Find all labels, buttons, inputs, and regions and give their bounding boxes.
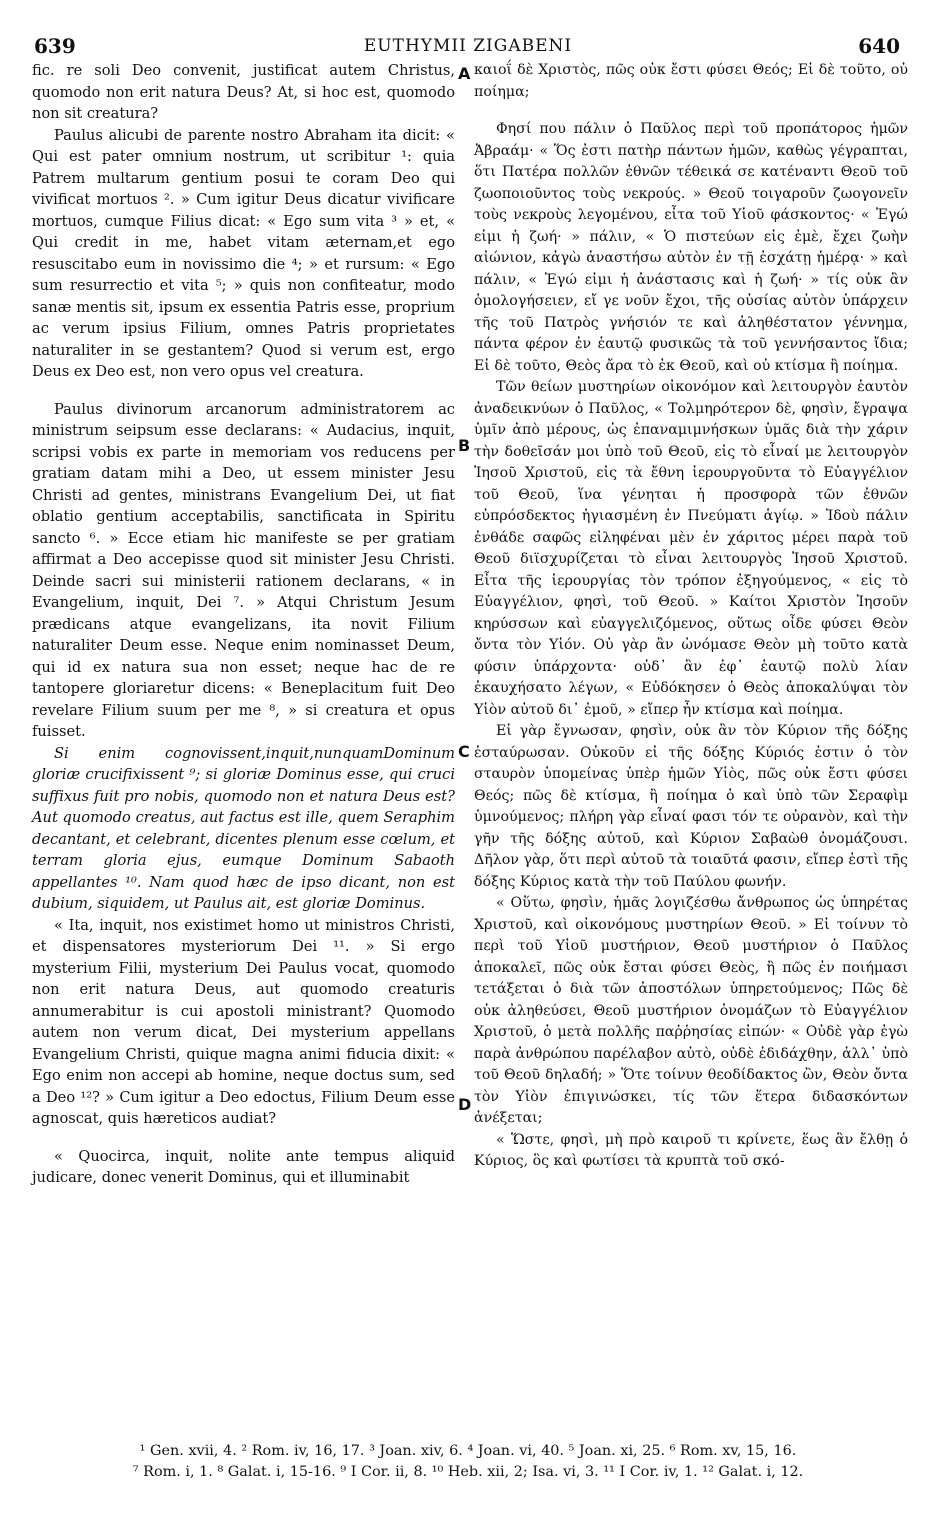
greek-paragraph: καιοΐ δὲ Χριστὸς, πῶς οὐκ ἔστι φύσει Θεός; Εἰ δὲ τοῦτο, οὐ ποίημα; bbox=[474, 62, 908, 100]
latin-paragraph: « Ita, inquit, nos existimet homo ut ministros Christi, et dispensatores mysteriorum Dei ¹¹. » Si ergo mysterium Filii, mysterium Dei Paulus vocat, quomodo non erit natura Deus, aut quomodo creaturis annumerabitur is cui apostoli ministrant? Quomodo autem non verum dicat, Dei mysterium appellans Evangelium Christi, quique magna animi fiducia dixit: « Ego enim non accepi ab homine, neque doctus sum, sed a Deo ¹²? » Cum igitur a Deo edoctus, Filium Deum esse agnoscat, quis hæreticos audiat? bbox=[32, 916, 455, 1127]
greek-paragraph: « Ὥστε, φησὶ, μὴ πρὸ καιροῦ τι κρίνετε, ἕως ἂν ἔλθῃ ὁ Κύριος, ὃς καὶ φωτίσει τὰ κρυπτὰ τοῦ σκό- bbox=[474, 1131, 908, 1169]
latin-paragraph: fic. re soli Deo convenit, justificat autem Christus, quomodo non erit natura Deus? At, si hoc est, quomodo non sit creatura? bbox=[32, 62, 455, 122]
greek-paragraph: Φησί που πάλιν ὁ Παῦλος περὶ τοῦ προπάτορος ἡμῶν Ἀβραάμ· « Ὅς ἐστι πατὴρ πάντων ἡμῶν, καθὼς γέγραπται, ὅτι Πατέρα πολλῶν ἐθνῶν τέθεικά σε κατέναντι Θεοῦ τοῦ ζωοποιοῦντος τοὺς νεκρούς. » Θεοῦ τοιγαροῦν ζωογονεῖν τοὺς νεκροὺς λεγομένου, εἶτα τοῦ Υἱοῦ φάσκοντος· « Ἐγώ εἰμι ἡ ζωή· » πάλιν, « Ὁ πιστεύων εἰς ἐμὲ, ἔχει ζωὴν αἰώνιον, κἀγὼ ἀναστήσω αὐτὸν ἐν τῇ ἐσχάτῃ ἡμέρᾳ· » καὶ πάλιν, « Ἐγώ εἰμι ἡ ἀνάστασις καὶ ἡ ζωή· » τίς οὐκ ἂν ὁμολογήσειεν, εἴ γε νοῦν ἔχοι, τῆς οὐσίας αὐτὸν ὑπάρχειν τῆς τοῦ Πατρὸς γνήσιόν τε καὶ ἀληθέστατον γέννημα, πάντα φέρον ἐν ἑαυτῷ φυσικῶς τὰ τοῦ γεννήσαντος ἴδια; Εἰ δὲ τοῦτο, Θεὸς ἄρα τὸ ἐκ Θεοῦ, καὶ οὐ κτίσμα ἢ ποίημα. bbox=[474, 121, 908, 374]
latin-paragraph: Paulus divinorum arcanorum administratorem ac ministrum seipsum esse declarans: « Audacius, inquit, scripsi vobis ex parte in memoriam vos reducens per gratiam datam mihi a Deo, ut essem minister Jesu Christi ad gentes, ministrans Evangelium Dei, ut fiat oblatio gentium acceptabilis, sanctificata in Spiritu sancto ⁶. » Ecce etiam hic manifeste se per gratiam affirmat a Deo accepisse quod sit minister Jesu Christi. Deinde sacri sui ministerii rationem declarans, « in Evangelium, inquit, Dei ⁷. » Atqui Christum Jesum prædicans atque evangelizans, ita novit Filium naturaliter Deum esse. Neque enim nominasset Deum, qui id ex natura sua non esset; neque hac de re tantopere gloriaretur dicens: « Beneplacitum fuit Deo revelare Filium suum per me ⁸, » si creatura et opus fuisset. bbox=[32, 400, 455, 740]
greek-paragraph: Τῶν θείων μυστηρίων οἰκονόμον καὶ λειτουργὸν ἑαυτὸν ἀναδεικνύων ὁ Παῦλος, « Τολμηρότερον δὲ, φησὶν, ἔγραψα ὑμῖν ἀπὸ μέρους, ὡς ἐπαναμιμνήσκων ὑμᾶς διὰ τὴν χάριν τὴν δοθεῖσάν μοι ὑπὸ τοῦ Θεοῦ, εἰς τὸ εἶναί με λειτουργὸν Ἰησοῦ Χριστοῦ, εἰς τὰ ἔθνη ἱερουργοῦντα τὸ Εὐαγγέλιον τοῦ Θεοῦ, ἵνα γένηται ἡ προσφορὰ τῶν ἐθνῶν εὐπρόσδεκτος ἡγιασμένη ἐν Πνεύματι ἁγίῳ. » Ἰδοὺ πάλιν ἐνθάδε σαφῶς εἰληφέναι μὲν ἐν χάριτος μέρει παρὰ τοῦ Θεοῦ διϊσχυρίζεται τὸ εἶναι λειτουργὸς Ἰησοῦ Χριστοῦ. Εἶτα τῆς ἱερουργίας τὸν τρόπον ἐξηγούμενος, « εἰς τὸ Εὐαγγέλιον, φησὶ, τοῦ Θεοῦ. » Καίτοι Χριστὸν Ἰησοῦν κηρύσσων καὶ εὐαγγελιζόμενος, οὕτως οἶδε φύσει Θεὸν ὄντα τὸν Υἱόν. Οὐ γὰρ ἂν ὠνόμασε Θεὸν μὴ τοῦτο κατὰ φύσιν ὑπάρχοντα· οὐδ᾽ ἂν ἐφ᾽ ἑαυτῷ πολὺ λίαν ἐκαυχήσατο λέγων, « Εὐδόκησεν ὁ Θεὸς ἀποκαλύψαι τὸν Υἱὸν αὐτοῦ δι᾽ ἐμοῦ, » εἴπερ ἦν κτίσμα καὶ ποίημα. bbox=[474, 379, 908, 718]
footnote-line: ¹ Gen. xvii, 4. ² Rom. iv, 16, 17. ³ Joan. xiv, 6. ⁴ Joan. vi, 40. ⁵ Joan. xi, 25. ⁶ Rom. xv, 15, 16. bbox=[139, 1443, 797, 1459]
footnote-line: ⁷ Rom. i, 1. ⁸ Galat. i, 15-16. ⁹ I Cor. ii, 8. ¹⁰ Heb. xii, 2; Isa. vi, 3. ¹¹ I Cor. iv, 1. ¹² Galat. i, 12. bbox=[132, 1464, 804, 1480]
margin-letter-c: C bbox=[458, 742, 470, 761]
margin-letter-d: D bbox=[458, 1095, 472, 1114]
margin-letter-b: B bbox=[458, 436, 471, 455]
latin-column bbox=[32, 60, 455, 1189]
page-number-right: 640 bbox=[858, 34, 900, 58]
running-header bbox=[32, 34, 904, 58]
latin-paragraph: Paulus alicubi de parente nostro Abraham ita dicit: « Qui est pater omnium nostrum, ut scribitur ¹: quia Patrem multarum gentium posui te coram Deo qui vivificat mortuos ². » Cum igitur Deus dicatur vivificare mortuos, cumque Filius dicat: « Ego sum vita ³ » et, « Qui credit in me, habet vitam æternam,et ego resuscitabo eum in novissimo die ⁴; » et rursum: « Ego sum resurrectio et vita ⁵; » quis non confiteatur, modo sanæ mentis sit, ipsum ex essentia Patris esse, proprium ac verum ipsius Filium, omnes Patris proprietates naturaliter in se gestantem? Quod si verum est, ergo Deus ex Deo est, non vero opus vel creatura. bbox=[32, 126, 455, 380]
greek-paragraph: Εἰ γὰρ ἔγνωσαν, φησὶν, οὐκ ἂν τὸν Κύριον τῆς δόξης ἐσταύρωσαν. Οὐκοῦν εἰ τῆς δόξης Κύριός ἐστιν ὁ τὸν σταυρὸν ὑπομείνας ὑπὲρ ἡμῶν Υἱὸς, πῶς οὐκ ἔστι φύσει Θεός; πῶς δὲ κτίσμα, ἢ ποίημα ὁ καὶ ὑπὸ τῶν Σεραφὶμ ὑμνούμενος; πλήρη γὰρ εἶναί φασι τόν τε οὐρανὸν, καὶ τὴν γῆν τῆς δόξης αὐτοῦ, καὶ Κύριον Σαβαὼθ ὀνομάζουσι. Δῆλον γὰρ, ὅτι περὶ αὐτοῦ τὰ τοιαῦτά φασιν, εἴπερ ἐστὶ τῆς δόξης Κύριος κατὰ τὴν τοῦ Παύλου φωνήν. bbox=[474, 723, 908, 890]
latin-paragraph: « Quocirca, inquit, nolite ante tempus aliquid judicare, donec venerit Dominus, qui et illuminabit bbox=[32, 1147, 455, 1186]
greek-column bbox=[474, 60, 908, 1173]
latin-paragraph: Si enim cognovissent,inquit,nunquamDominum gloriæ crucifixissent ⁹; si gloriæ Dominus esse, qui cruci suffixus fuit pro nobis, quomodo non et natura Deus est? Aut quomodo creatus, aut factus est ille, quem Seraphim decantant, et celebrant, dicentes plenum esse cœlum, et terram gloria ejus, eumque Dominum Sabaoth appellantes ¹⁰. Nam quod hæc de ipso dicant, non est dubium, siquidem, ut Paulus ait, est gloriæ Dominus. bbox=[32, 744, 455, 912]
page-number-left: 639 bbox=[34, 34, 76, 58]
running-title: EUTHYMII ZIGABENI bbox=[363, 36, 573, 56]
margin-letter-a: A bbox=[458, 64, 471, 83]
footnotes bbox=[32, 1441, 904, 1483]
greek-paragraph: « Οὕτω, φησὶν, ἡμᾶς λογιζέσθω ἄνθρωπος ὡς ὑπηρέτας Χριστοῦ, καὶ οἰκονόμους μυστηρίων Θεοῦ. » Εἰ τοίνυν τὸ περὶ τοῦ Υἱοῦ μυστήριον, Θεοῦ μυστήριον ὁ Παῦλος ἀποκαλεῖ, πῶς οὐκ ἔσται φύσει Θεὸς, ἢ πῶς ἐν ποιήμασι τετάξεται ὁ διὰ τῶν ἀποστόλων ὑπηρετούμενος; Πῶς δὲ οὐκ ἀληθεύσει, Θεοῦ μυστήριον ὀνομάζων τὸ Εὐαγγέλιον Χριστοῦ, ὁ μετὰ πολλῆς παῤῥησίας εἰπών· « Οὐδὲ γὰρ ἐγὼ παρὰ ἀνθρώπου παρέλαβον αὐτὸ, οὐδὲ ἐδιδάχθην, ἀλλ᾽ ὑπὸ τοῦ Θεοῦ δηλαδή; » Ὅτε τοίνυν θεοδίδακτος ὢν, Θεὸν ὄντα τὸν Υἱὸν ἐπιγινώσκει, τίς τῶν ἕτερα διδασκόντων ἀνέξεται; bbox=[474, 895, 908, 1126]
